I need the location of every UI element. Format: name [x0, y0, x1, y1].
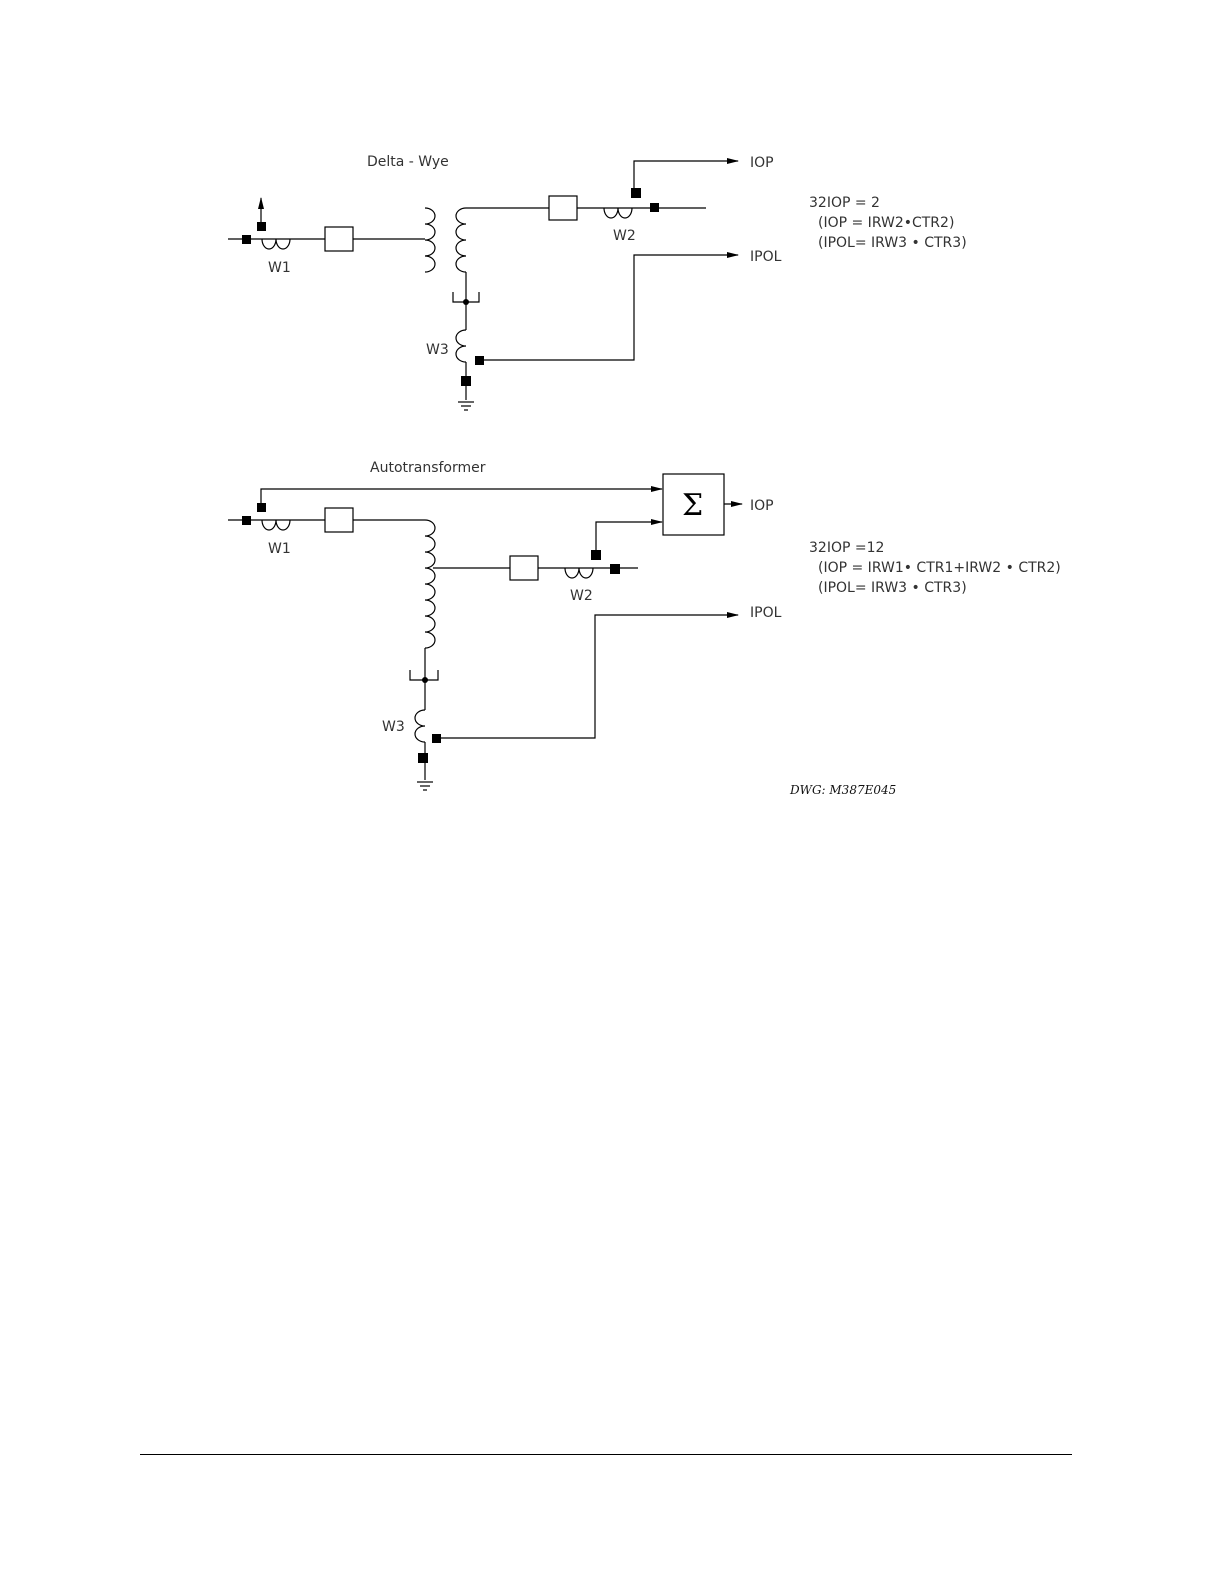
- autotransformer-diagram: [228, 460, 1061, 790]
- w2-label: W2: [613, 228, 636, 244]
- autotransformer-winding: [425, 520, 435, 648]
- ground-symbol: [458, 402, 474, 410]
- w3-polarity-mark-lower: [418, 753, 428, 763]
- w1-polarity-mark-upper: [257, 503, 266, 512]
- ground-symbol: [417, 782, 433, 790]
- secondary-winding: [456, 208, 466, 272]
- w1-to-summer-wire: [261, 489, 662, 503]
- w2-breaker: [549, 196, 577, 220]
- drawing-number: DWG: M387E045: [790, 783, 897, 797]
- w1-ct-coil: [262, 520, 290, 530]
- w1-breaker: [325, 227, 353, 251]
- w2-polarity-mark-upper: [591, 550, 601, 560]
- delta-wye-title: Delta - Wye: [367, 154, 449, 170]
- neutral-junction: [422, 677, 428, 683]
- equation-iop: (IOP = IRW2•CTR2): [818, 215, 955, 231]
- ipol-output-wire: [437, 615, 738, 738]
- w1-polarity-mark: [242, 516, 251, 525]
- w2-ct-coil: [604, 208, 632, 218]
- ipol-label: IPOL: [750, 249, 782, 265]
- delta-wye-diagram: [228, 154, 967, 410]
- w1-breaker: [325, 508, 353, 532]
- w3-polarity-mark-lower: [461, 376, 471, 386]
- footer-rule: [140, 1454, 1072, 1455]
- equation-setting: 32IOP =12: [809, 540, 885, 556]
- autotransformer-title: Autotransformer: [370, 460, 486, 476]
- w1-label: W1: [268, 260, 291, 276]
- w3-coil: [415, 710, 425, 742]
- w2-polarity-mark-upper: [631, 188, 641, 198]
- neutral-junction: [463, 299, 469, 305]
- ipol-label: IPOL: [750, 605, 782, 621]
- w1-polarity-mark-upper: [257, 222, 266, 231]
- w1-polarity-mark: [242, 235, 251, 244]
- w1-ct-coil: [262, 239, 290, 249]
- sigma-symbol: Σ: [682, 488, 704, 523]
- w2-polarity-mark: [650, 203, 659, 212]
- w3-label: W3: [426, 342, 449, 358]
- w1-label: W1: [268, 541, 291, 557]
- equation-ipol: (IPOL= IRW3 • CTR3): [818, 580, 967, 596]
- w2-label: W2: [570, 588, 593, 604]
- iop-label: IOP: [750, 155, 774, 171]
- w2-polarity-mark: [610, 564, 620, 574]
- iop-label: IOP: [750, 498, 774, 514]
- equation-ipol: (IPOL= IRW3 • CTR3): [818, 235, 967, 251]
- w3-coil: [456, 330, 466, 362]
- primary-winding: [425, 208, 435, 272]
- ipol-output-wire: [479, 255, 738, 360]
- w2-to-summer-wire: [596, 522, 662, 550]
- equation-iop: (IOP = IRW1• CTR1+IRW2 • CTR2): [818, 560, 1061, 576]
- w2-breaker: [510, 556, 538, 580]
- w3-label: W3: [382, 719, 405, 735]
- iop-output-wire: [634, 161, 738, 188]
- equation-setting: 32IOP = 2: [809, 195, 880, 211]
- w2-ct-coil: [565, 568, 593, 578]
